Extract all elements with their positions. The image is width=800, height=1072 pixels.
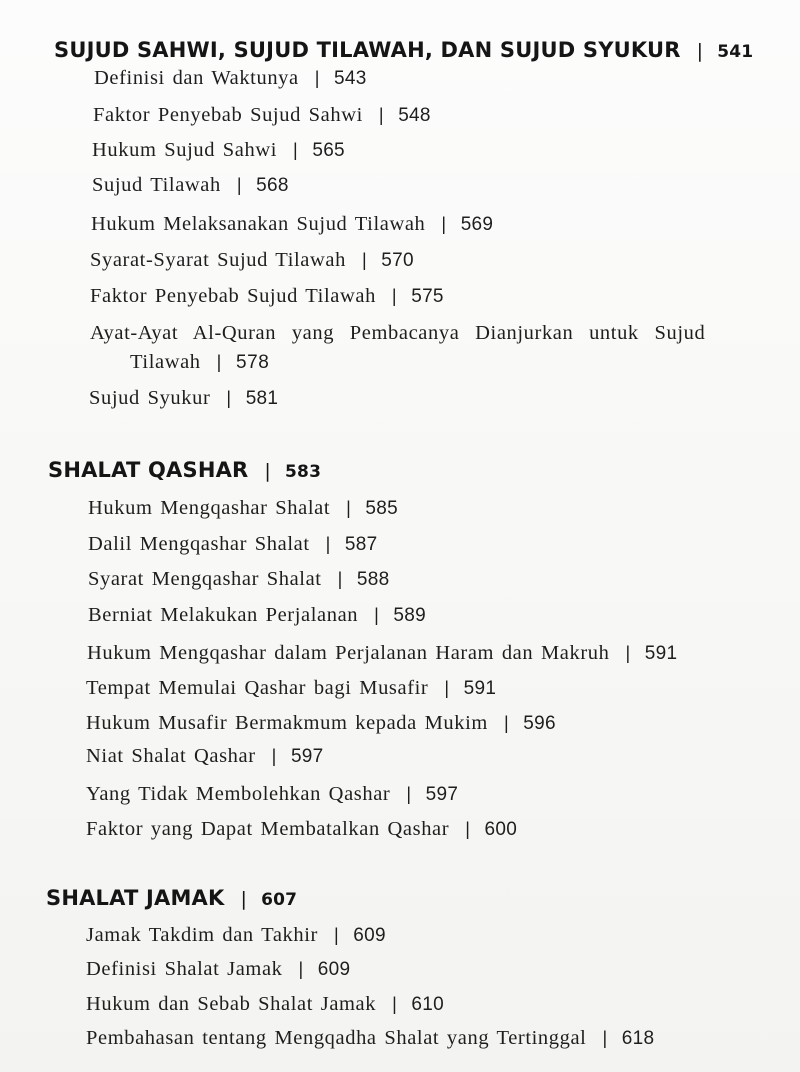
entry-title: Hukum Melaksanakan Sujud Tilawah xyxy=(91,213,426,235)
section-page-number: 541 xyxy=(717,42,754,62)
entry-title: Definisi dan Waktunya xyxy=(94,67,299,89)
toc-entry xyxy=(90,249,414,272)
separator: | xyxy=(271,746,277,766)
section-heading xyxy=(48,458,321,482)
entry-title: Pembahasan tentang Mengqadha Shalat yang Tertinggal xyxy=(86,1027,587,1049)
entry-title: Sujud Syukur xyxy=(89,387,211,409)
entry-page-number: 543 xyxy=(334,68,367,89)
toc-entry xyxy=(86,993,444,1016)
toc-entry xyxy=(89,387,278,410)
separator: | xyxy=(333,925,340,945)
entry-title: Faktor Penyebab Sujud Tilawah xyxy=(90,285,376,307)
entry-title: Niat Shalat Qashar xyxy=(86,745,256,767)
entry-title: Hukum Mengqashar dalam Perjalanan Haram dan Makruh xyxy=(87,642,610,664)
separator: | xyxy=(696,40,704,62)
section-title: SHALAT JAMAK xyxy=(46,886,225,910)
entry-page-number: 575 xyxy=(411,286,444,307)
entry-title: Syarat-Syarat Sujud Tilawah xyxy=(90,249,346,271)
section-heading xyxy=(46,886,297,910)
entry-page-number: 585 xyxy=(365,498,399,519)
entry-page-number: 570 xyxy=(381,250,414,271)
toc-entry xyxy=(86,1027,654,1050)
separator: | xyxy=(465,819,471,839)
separator: | xyxy=(236,175,243,195)
toc-entry xyxy=(92,139,345,162)
entry-title: Hukum dan Sebab Shalat Jamak xyxy=(86,993,377,1015)
entry-title-line1: Ayat-Ayat Al-Quran yang Pembacanya Dianjurkan untuk Sujud xyxy=(90,322,706,344)
section-title: SUJUD SAHWI, SUJUD TILAWAH, DAN SUJUD SYUKUR xyxy=(54,38,681,62)
separator: | xyxy=(298,959,304,979)
entry-page-number: 596 xyxy=(523,713,556,734)
separator: | xyxy=(625,643,631,663)
entry-title: Tempat Memulai Qashar bagi Musafir xyxy=(86,677,429,699)
entry-page-number: 565 xyxy=(312,140,345,161)
separator: | xyxy=(240,888,248,910)
toc-entry xyxy=(93,104,431,127)
entry-title: Definisi Shalat Jamak xyxy=(86,958,283,980)
entry-title: Dalil Mengqashar Shalat xyxy=(88,533,310,555)
toc-entry xyxy=(86,745,324,768)
separator: | xyxy=(293,140,299,160)
entry-title: Syarat Mengqashar Shalat xyxy=(88,568,322,590)
entry-page-number: 618 xyxy=(621,1028,655,1049)
separator: | xyxy=(444,678,450,698)
section-heading xyxy=(54,38,753,62)
toc-entry xyxy=(86,958,350,981)
separator: | xyxy=(264,460,272,482)
toc-entry xyxy=(88,604,426,627)
entry-title: Sujud Tilawah xyxy=(92,174,221,196)
separator: | xyxy=(602,1028,608,1048)
entry-title: Faktor Penyebab Sujud Sahwi xyxy=(93,104,363,126)
separator: | xyxy=(325,534,331,554)
toc-entry xyxy=(88,533,378,556)
entry-page-number: 609 xyxy=(317,959,351,980)
toc-entry xyxy=(94,67,367,90)
entry-page-number: 568 xyxy=(256,175,289,196)
separator: | xyxy=(503,713,510,733)
entry-page-number: 591 xyxy=(644,643,678,664)
entry-page-number: 609 xyxy=(353,925,386,946)
separator: | xyxy=(392,994,398,1014)
entry-page-number: 588 xyxy=(356,569,390,590)
separator: | xyxy=(337,569,343,589)
toc-entry xyxy=(86,818,517,841)
toc-entry xyxy=(90,285,444,308)
toc-entry xyxy=(86,924,386,947)
toc-entry xyxy=(87,642,677,665)
toc-entry xyxy=(86,783,458,806)
entry-title: Hukum Sujud Sahwi xyxy=(92,139,278,161)
toc-entry xyxy=(86,712,556,735)
section-page-number: 607 xyxy=(261,890,298,910)
entry-page-number: 597 xyxy=(425,784,459,805)
entry-page-number: 600 xyxy=(484,819,518,840)
entry-page-number: 597 xyxy=(290,746,324,767)
separator: | xyxy=(378,105,385,125)
entry-page-number: 589 xyxy=(393,605,427,626)
toc-entry-multiline xyxy=(90,319,705,377)
toc-entry xyxy=(91,213,493,236)
entry-title: Yang Tidak Membolehkan Qashar xyxy=(86,783,391,805)
separator: | xyxy=(226,388,232,408)
entry-title: Faktor yang Dapat Membatalkan Qashar xyxy=(86,818,450,840)
toc-entry xyxy=(88,497,398,520)
separator: | xyxy=(441,214,447,234)
entry-page-number: 591 xyxy=(463,678,497,699)
entry-title-line2: Tilawah xyxy=(130,351,201,373)
entry-title-line2-wrap xyxy=(90,348,705,377)
entry-page-number: 587 xyxy=(344,534,378,555)
entry-title: Hukum Musafir Bermakmum kepada Mukim xyxy=(86,712,488,734)
separator: | xyxy=(391,286,398,306)
entry-page-number: 610 xyxy=(411,994,444,1015)
separator: | xyxy=(374,605,380,625)
entry-page-number: 548 xyxy=(398,105,431,126)
entry-page-number: 569 xyxy=(460,214,494,235)
separator: | xyxy=(216,352,222,372)
separator: | xyxy=(346,498,352,518)
toc-entry xyxy=(86,677,496,700)
separator: | xyxy=(361,250,368,270)
section-page-number: 583 xyxy=(285,462,322,482)
entry-page-number: 578 xyxy=(235,352,270,373)
entry-title: Hukum Mengqashar Shalat xyxy=(88,497,331,519)
separator: | xyxy=(314,68,321,88)
entry-title: Jamak Takdim dan Takhir xyxy=(86,924,318,946)
toc-entry xyxy=(92,174,289,197)
section-title: SHALAT QASHAR xyxy=(48,458,249,482)
entry-title: Berniat Melakukan Perjalanan xyxy=(88,604,359,626)
separator: | xyxy=(406,784,412,804)
toc-entry xyxy=(88,568,389,591)
entry-page-number: 581 xyxy=(245,388,279,409)
